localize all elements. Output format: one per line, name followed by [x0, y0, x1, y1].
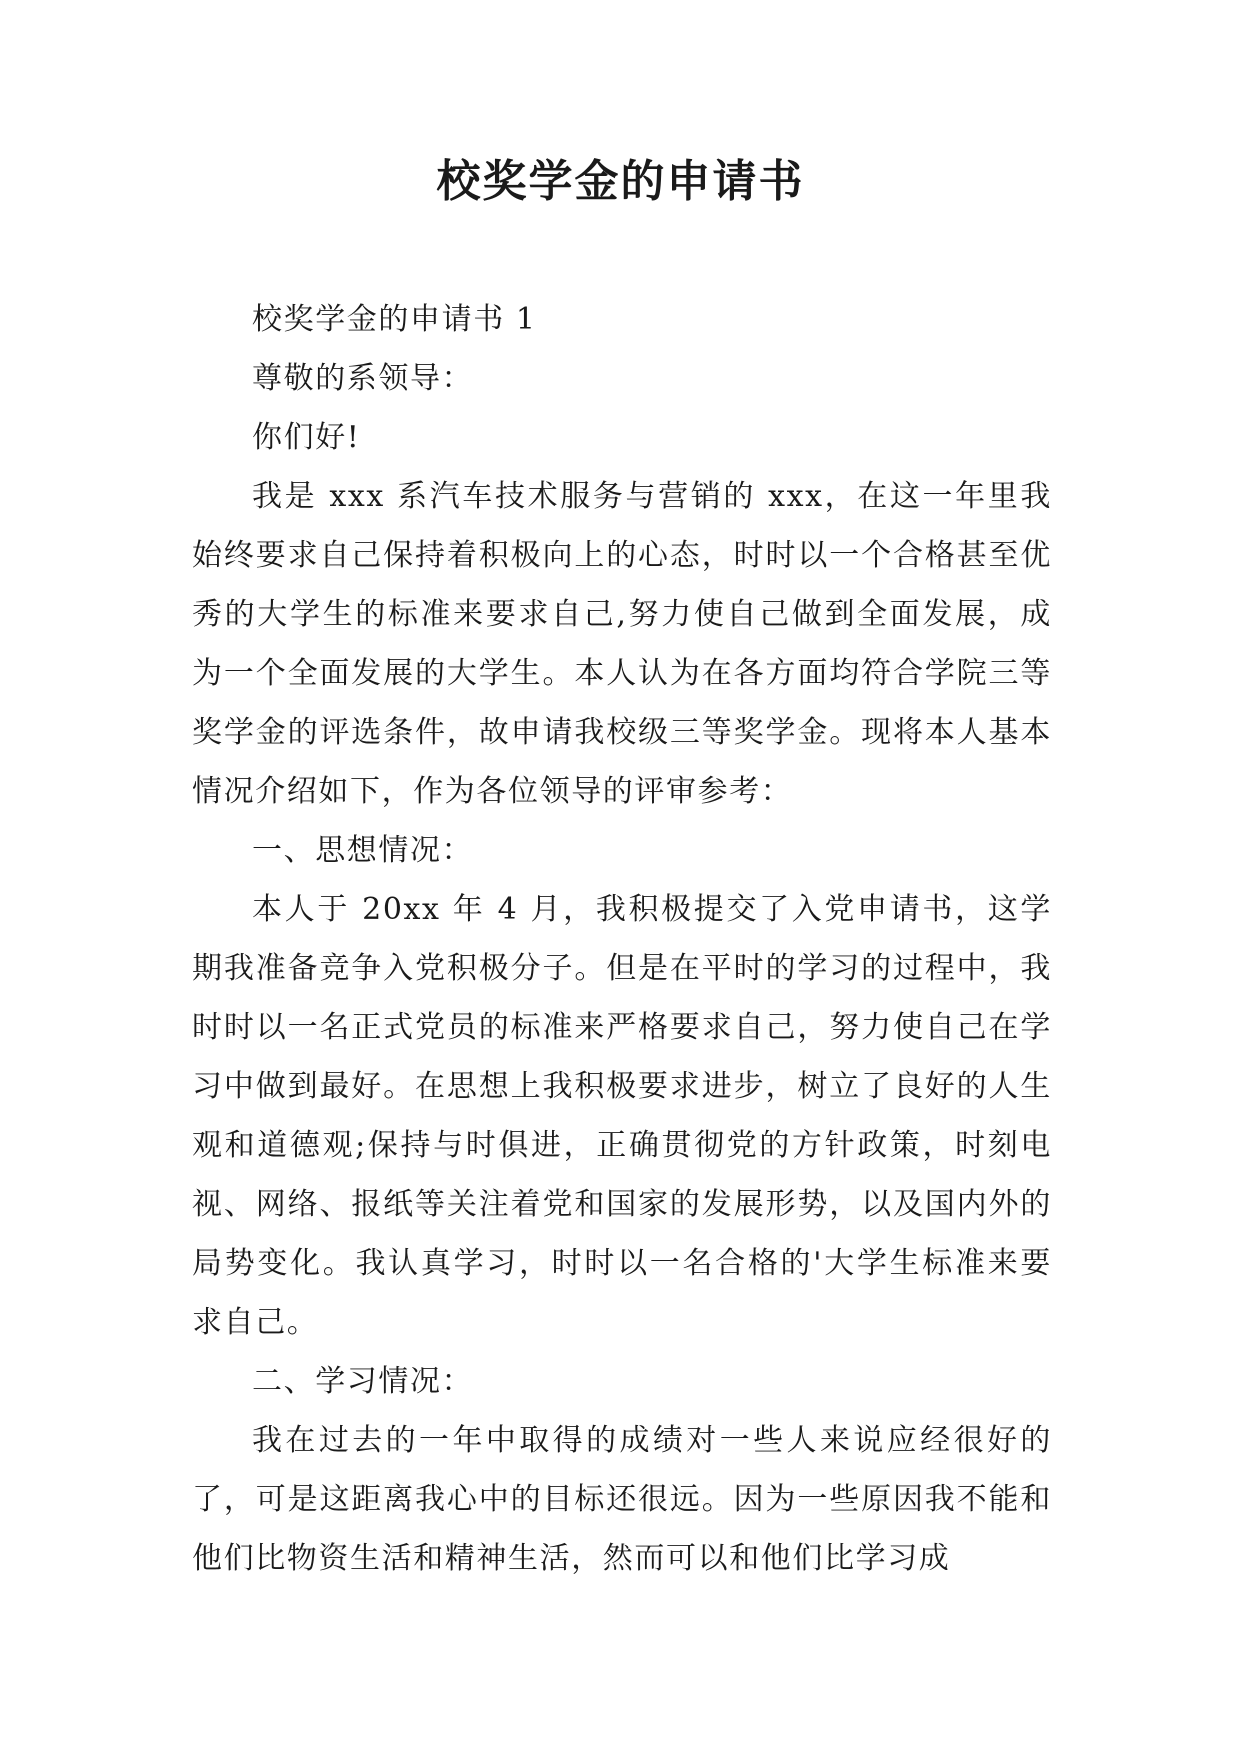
- document-title: 校奖学金的申请书: [436, 156, 805, 207]
- heading-ideology: 一、思想情况：: [252, 833, 474, 868]
- study-paragraph: 我在过去的一年中取得的成绩对一些人来说应经很好的了，可是这距离我心中的目标还很远。因为一些原因我不能和他们比物资生活和精神生活，然而可以和他们比学习成: [192, 1423, 1052, 1576]
- salutation: 尊敬的系领导：: [252, 361, 474, 396]
- ideology-paragraph: 本人于 20xx 年 4 月，我积极提交了入党申请书，这学期我准备竞争入党积极分子。但是在平时的学习的过程中，我时时以一名正式党员的标准来严格要求自己，努力使自己在学习中做到最好。在思想上我积极要求进步，树立了良好的人生观和道德观;保持与时俱进，正确贯彻党的方针政策，时刻电视、网络、报纸等关注着党和国家的发展形势，以及国内外的局势变化。我认真学习，时时以一名合格的'大学生标准来要求自己。: [192, 892, 1052, 1340]
- heading-study: 二、学习情况：: [252, 1364, 474, 1399]
- greeting: 你们好!: [252, 420, 361, 455]
- document-body: [192, 290, 1052, 1588]
- intro-paragraph: 我是 xxx 系汽车技术服务与营销的 xxx，在这一年里我始终要求自己保持着积极向上的心态，时时以一个合格甚至优秀的大学生的标准来要求自己,努力使自己做到全面发展，成为一个全面发展的大学生。本人认为在各方面均符合学院三等奖学金的评选条件，故申请我校级三等奖学金。现将本人基本情况介绍如下，作为各位领导的评审参考：: [192, 479, 1052, 809]
- section-heading: 校奖学金的申请书 1: [252, 302, 537, 337]
